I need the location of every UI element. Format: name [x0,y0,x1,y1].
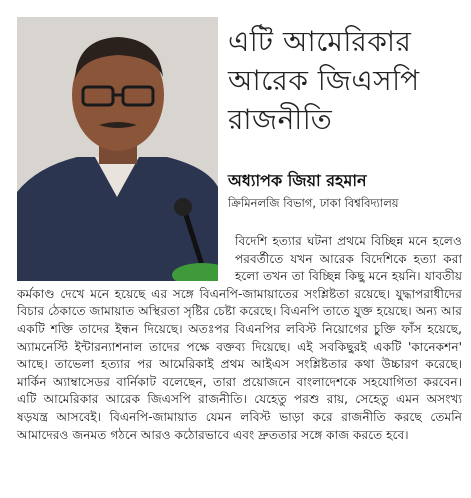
article-body-text: বিদেশি হত্যার ঘটনা প্রথমে বিচ্ছিন্ন মনে হলেও পরবর্তীতে যখন আরেক বিদেশিকে হত্যা করা হলো তখন তা বিচ্ছিন্ন কিছু মনে হয়নি। যাবতীয় কর্মকাণ্ড দেখে মনে হয়েছে এর সঙ্গে বিএনপি-জামায়াতের সংশ্লিষ্টতা রয়েছে। যুদ্ধাপরাধীদের বিচার ঠেকাতে জামায়াত অস্থিরতা সৃষ্টির চেষ্টা করেছে। বিএনপি তাতে যুক্ত হয়েছে। অন্য আর একটি শক্তি তাদের ইন্ধন দিয়েছে। অতঃপর বিএনপির লবিস্ট নিয়োগের চুক্তি ফাঁস হয়েছে, অ্যামনেস্টি ইন্টারন্যাশনাল তাদের পক্ষে বক্তব্য দিয়েছে। এই সবকিছুরই একটি 'কানেকশন' আছে। তাভেলা হত্যার পর আমেরিকাই প্রথম আইএস সংশ্লিষ্টতার কথা উচ্চারণ করেছে। মার্কিন অ্যাম্বাসেডর বার্নিকাট বলেছেন, তারা প্রয়োজনে বাংলাদেশকে সহযোগিতা করবেন। এটি আমেরিকার আরেক জিএসপি রাজনীতি। যেহেতু পরশু রায়, সেহেতু এমন অসংখ্য ষড়যন্ত্র আসবেই। বিএনপি-জামায়াত যেমন লবিস্ট ভাড়া করে রাজনীতি করছে তেমনি আমাদেরও জনমত গঠনে আরও কঠোরভাবে এবং দ্রুততার সঙ্গে কাজ করতে হবে। [17,234,462,442]
author-name: অধ্যাপক জিয়া রহমান [228,171,367,190]
headline: এটি আমেরিকার আরেক জিএসপি রাজনীতি [228,25,420,136]
author-affiliation: ক্রিমিনলজি বিভাগ, ঢাকা বিশ্ববিদ্যালয় [228,196,399,210]
photo-wrap-spacer [17,233,235,284]
article-body [17,233,462,444]
